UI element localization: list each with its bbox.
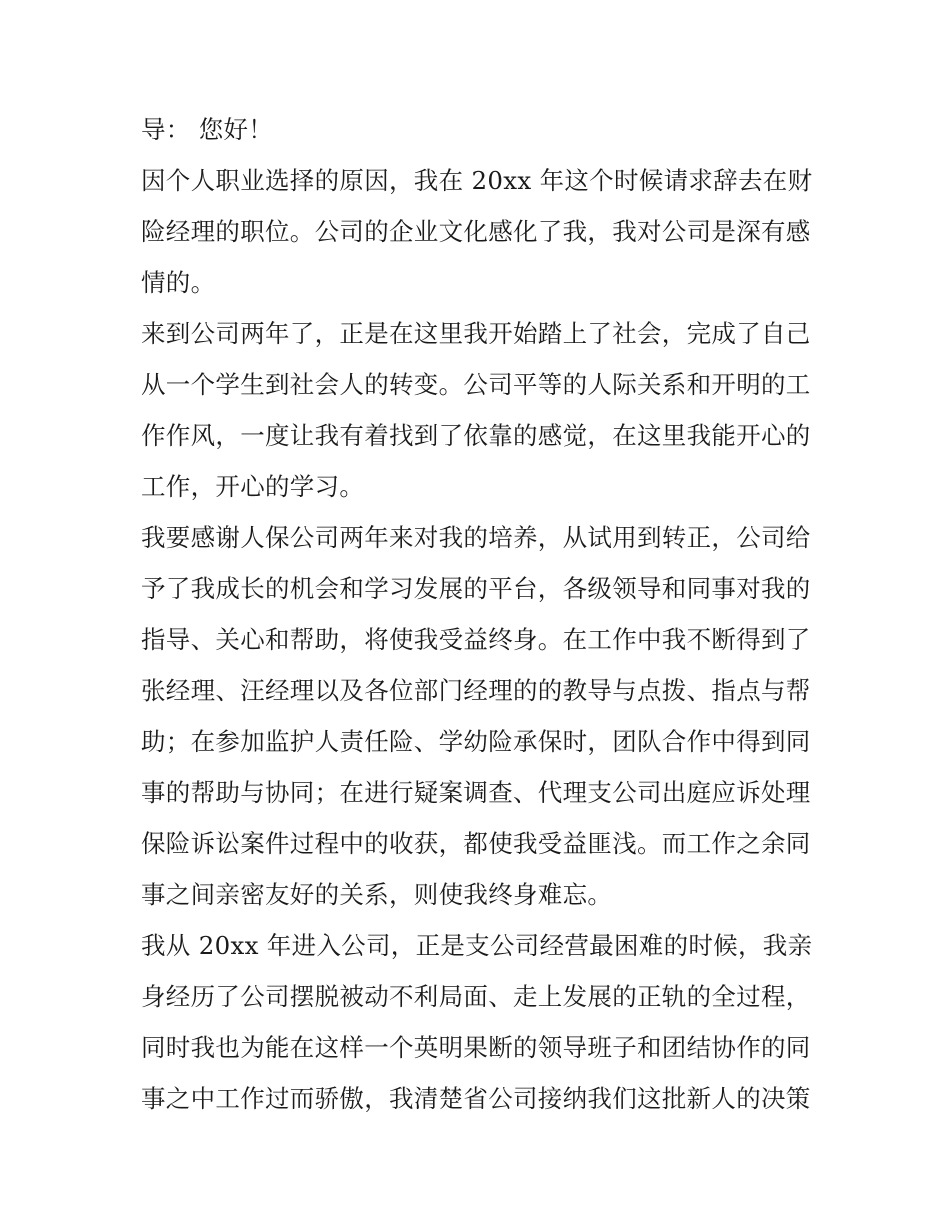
text-line: 来到公司两年了，正是在这里我开始踏上了社会，完成了自己 [141, 319, 811, 348]
text-line: 同时我也为能在这样一个英明果断的领导班子和团结协作的同 [141, 1033, 811, 1062]
text-line: 事之间亲密友好的关系，则使我终身难忘。 [141, 880, 613, 909]
text-line: 指导、关心和帮助，将使我受益终身。在工作中我不断得到了 [141, 625, 811, 654]
text-line: 事之中工作过而骄傲，我清楚省公司接纳我们这批新人的决策 [141, 1084, 811, 1113]
text-line: 因个人职业选择的原因，我在 20xx 年这个时候请求辞去在财 [141, 166, 813, 195]
text-line: 工作，开心的学习。 [141, 472, 365, 501]
text-line: 予了我成长的机会和学习发展的平台，各级领导和同事对我的 [141, 574, 811, 603]
text-line: 险经理的职位。公司的企业文化感化了我，我对公司是深有感 [141, 217, 811, 246]
text-line: 从一个学生到社会人的转变。公司平等的人际关系和开明的工 [141, 370, 811, 399]
text-line: 身经历了公司摆脱被动不利局面、走上发展的正轨的全过程， [141, 982, 811, 1011]
text-line: 助；在参加监护人责任险、学幼险承保时，团队合作中得到同 [141, 727, 811, 756]
text-line: 我从 20xx 年进入公司，正是支公司经营最困难的时候，我亲 [141, 931, 813, 960]
letter-body [141, 104, 821, 1124]
text-line: 导： 您好！ [141, 115, 274, 144]
text-line: 保险诉讼案件过程中的收获，都使我受益匪浅。而工作之余同 [141, 829, 811, 858]
text-line: 我要感谢人保公司两年来对我的培养，从试用到转正，公司给 [141, 523, 811, 552]
text-line: 张经理、汪经理以及各位部门经理的的教导与点拨、指点与帮 [141, 676, 811, 705]
text-line: 事的帮助与协同；在进行疑案调查、代理支公司出庭应诉处理 [141, 778, 811, 807]
text-line: 作作风，一度让我有着找到了依靠的感觉，在这里我能开心的 [141, 421, 811, 450]
text-line: 情的。 [141, 268, 216, 297]
